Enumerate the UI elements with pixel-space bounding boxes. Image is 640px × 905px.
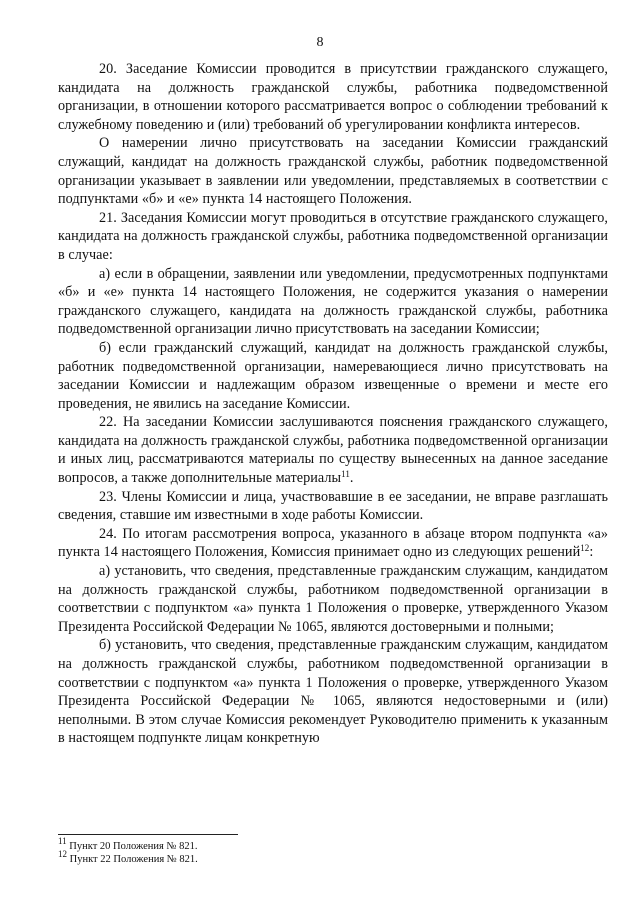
footnote-text: Пункт 22 Положения № 821. xyxy=(67,854,198,865)
paragraph-text: а) установить, что сведения, представленные гражданским служащим, кандидатом на должность гражданской службы, работником подведомственной организации в соответствии с подпунктом «а» пункта 1 Положения о проверке, утвержденного Указом Президента Российской Федерации № 1065, являются достоверными и полными; xyxy=(58,563,608,635)
paragraph-text: 23. Члены Комиссии и лица, участвовавшие в ее заседании, не вправе разглашать сведения, ставшие им известными в ходе работы Комиссии. xyxy=(58,488,608,524)
paragraph-24 xyxy=(58,525,608,562)
paragraph-text: О намерении лично присутствовать на заседании Комиссии гражданский служащий, кандидат на должность гражданской службы, работник подведомственной организации указывает в заявлении или уведомлении, представляемых в соответствии с подпунктами «б» и «е» пункта 14 настоящего Положения. xyxy=(58,135,608,208)
paragraph-20 xyxy=(58,60,608,134)
paragraph-21-a xyxy=(58,265,608,339)
footnote-ref-11: 11 xyxy=(341,469,350,480)
footnote-text: Пункт 20 Положения № 821. xyxy=(66,841,198,852)
paragraph-text: 24. По итогам рассмотрения вопроса, указанного в абзаце втором подпункта «а» пункта 14 настоящего Положения, Комиссия принимает одно из следующих решений xyxy=(58,525,608,561)
footnote-divider xyxy=(58,834,238,835)
footnote-mark: 12 xyxy=(58,849,67,859)
footnotes xyxy=(58,836,608,866)
footnote-mark: 11 xyxy=(58,836,67,846)
paragraph-tail: : xyxy=(589,544,594,561)
paragraph-text: б) если гражданский служащий, кандидат на должность гражданской службы, работник подведомственной организации, намеревающиеся лично присутствовать на заседании Комиссии и надлежащим образом извещенные о времени и месте его проведения, не явились на заседание Комиссии. xyxy=(58,339,608,412)
paragraph-text: 21. Заседания Комиссии могут проводиться в отсутствие гражданского служащего, кандидата на должность гражданской службы, работника подведомственной организации в случае: xyxy=(58,209,608,263)
paragraph-text: б) установить, что сведения, представленные гражданским служащим, кандидатом на должность гражданской службы, работником подведомственной организации в соответствии с подпунктом «а» пункта 1 Положения о проверке, утвержденного Указом Президента Российской Федерации № 1065, являются недостоверными и (или) неполными. В этом случае Комиссия рекомендует Руководителю применить к указанным в настоящем подпункте лицам конкретную xyxy=(58,637,608,747)
document-body xyxy=(58,60,608,748)
paragraph-24-b xyxy=(58,636,608,748)
paragraph-21 xyxy=(58,209,608,265)
paragraph-22 xyxy=(58,413,608,487)
paragraph-text: а) если в обращении, заявлении или уведомлении, предусмотренных подпунктами «б» и «е» пункта 14 настоящего Положения, не содержится указания о намерении гражданского служащего, кандидата на должность гражданской службы, работника подведомственной организации лично присутствовать на заседании Комиссии; xyxy=(58,265,608,338)
paragraph-24-a xyxy=(58,562,608,636)
footnote-11 xyxy=(58,836,608,853)
paragraph-23 xyxy=(58,488,608,525)
paragraph-tail: . xyxy=(349,470,354,487)
page-number: 8 xyxy=(316,35,324,50)
footnote-12 xyxy=(58,849,608,866)
paragraph-21-b xyxy=(58,339,608,413)
paragraph-text: 20. Заседание Комиссии проводится в присутствии гражданского служащего, кандидата на должность гражданской службы, работника подведомственной организации, в отношении которого рассматривается вопрос о соблюдении требований к служебному поведению и (или) требований об урегулировании конфликта интересов. xyxy=(58,61,608,133)
paragraph-20-intent xyxy=(58,134,608,208)
footnote-ref-12: 12 xyxy=(580,543,590,554)
paragraph-text: 22. На заседании Комиссии заслушиваются пояснения гражданского служащего, кандидата на должность гражданской службы, работника подведомственной организации и иных лиц, рассматриваются материалы по существу вынесенных на данное заседание вопросов, а также дополнительные материалы xyxy=(58,414,608,487)
